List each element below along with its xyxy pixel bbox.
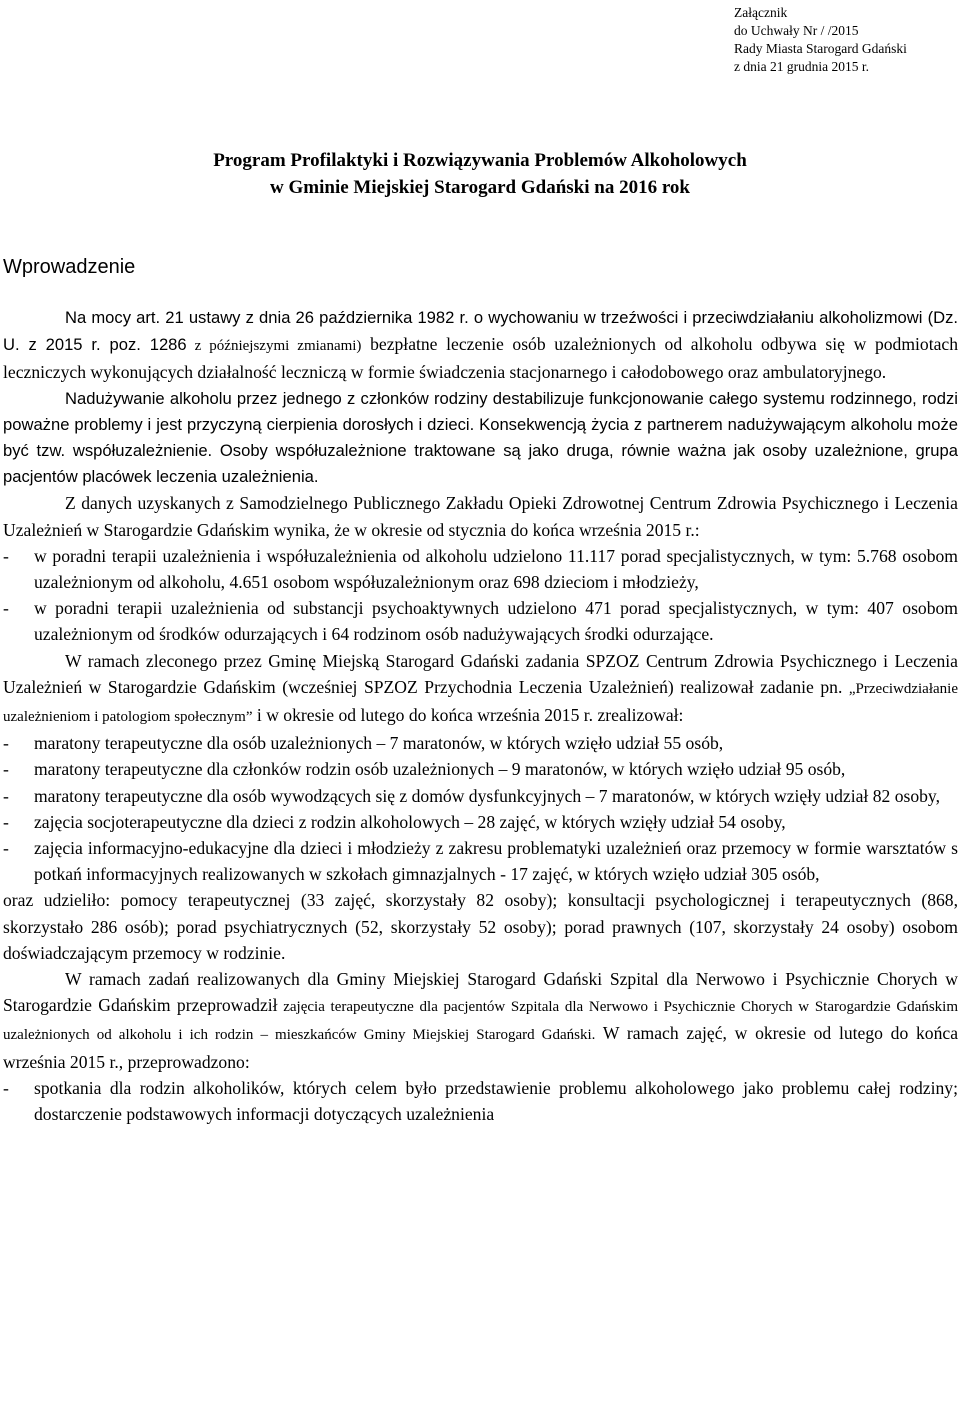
list-item (3, 543, 958, 595)
paragraph-task (3, 648, 958, 731)
list-item-text: w poradni terapii uzależnienia i współuzależnienia od alkoholu udzielono 11.117 porad specjalistycznych, w tym: 5.768 osobom uzależnionym od alkoholu, 4.651 osobom współuzależnionym oraz 698 dzieciom i młodzieży, (34, 545, 958, 593)
section-heading: Wprowadzenie (3, 256, 136, 278)
paragraph-text-small: z późniejszymi zmianami) (186, 338, 362, 355)
list-item (3, 783, 958, 809)
list-item (3, 835, 958, 887)
list-item-text: w poradni terapii uzależnienia od substancji psychoaktywnych udzielono 471 porad specjalistycznych, w tym: 407 osobom uzależnionym od środków odurzających i 64 rodzinom osób nadużywających środki odurzające. (34, 598, 958, 645)
list-dash: - (3, 838, 9, 859)
list-dash: - (3, 1077, 9, 1098)
attachment-line: Rady Miasta Starogard Gdański (734, 41, 907, 56)
paragraph-text: i w okresie od lutego do końca września 2015 r. zrealizował: (252, 705, 684, 726)
paragraph-legal-basis (3, 304, 958, 386)
paragraph-text: W ramach zadań realizowanych dla Gminy Miejskiej Starogard Gdański Szpital dla Nerwowo i Psychicznie Chorych w Starogardzie Gdańskim przeprowadził (3, 969, 958, 1016)
list-item-text: zajęcia informacyjno-edukacyjne dla dzieci i młodzieży z zakresu problematyki uzależnień oraz przemocy w formie warsztatów s potkań informacyjnych realizowanych w szkołach gimnazjalnych - 17 zajęć, w których wzięło udział 305 osób, (34, 838, 958, 885)
attachment-note (734, 4, 907, 76)
paragraph-text-small: zajęcia terapeutyczne dla pacjentów Szpitala dla Nerwowo i Psychicznie Chorych w Starogardzie Gdańskim uzależnionych od alkoholu i ich rodzin – mieszkańców Gminy Miejskiej Starogard Gdański. (3, 999, 958, 1044)
paragraph-hospital (3, 966, 958, 1075)
paragraph-text: bezpłatne leczenie osób uzależnionych od alkoholu odbywa się w podmiotach leczniczych wykonujących działalność leczniczą w formie świadczenia stacjonarnego i całodobowego oraz ambulatoryjnego. (3, 334, 959, 383)
list-dash: - (3, 811, 9, 832)
paragraph-services: oraz udzieliło: pomocy terapeutycznej (33 zajęć, skorzystały 82 osoby); konsultacji psychologicznej i terapeutycznych (868, skorzystało 286 osób); porad psychiatrycznych (52, skorzystały 52 osoby); porad prawnych (107, skorzystały 24 osoby) osobom doświadczającym przemocy w rodzinie. (3, 890, 958, 963)
list-item (3, 1075, 958, 1127)
paragraph-alcohol-abuse: Nadużywanie alkoholu przez jednego z członków rodziny destabilizuje funkcjonowanie całego systemu rodzinnego, rodzi poważne problemy i jest przyczyną cierpienia dorosłych i dzieci. Konsekwencją życia z partnerem nadużywającym alkoholu może być tzw. współuzależnienie. Osoby współuzależnione traktowane są jako druga, równie ważna jak osoby uzależnione, grupa pacjentów placówek leczenia uzależnienia. (3, 388, 958, 487)
list-item-text: spotkania dla rodzin alkoholików, których celem było przedstawienie problemu alkoholowego jako problemu całej rodziny; dostarczenie podstawowych informacji dotyczących uzależnienia (34, 1077, 958, 1125)
list-item (3, 809, 958, 835)
list-dash: - (3, 733, 9, 754)
document-body (3, 304, 958, 1127)
list-item-text: maratony terapeutyczne dla członków rodzin osób uzależnionych – 9 maratonów, w których wzięło udział 95 osób, (34, 759, 846, 780)
list-item (3, 756, 958, 782)
list-dash: - (3, 759, 9, 780)
paragraph-text-small: „Przeciwdziałanie uzależnieniom i patologiom społecznym” (3, 680, 958, 726)
list-dash: - (3, 598, 9, 619)
title-line: Program Profilaktyki i Rozwiązywania Problemów Alkoholowych (213, 150, 747, 171)
list-item-text: maratony terapeutyczne dla osób wywodzących się z domów dysfunkcyjnych – 7 maratonów, w których wzięły udział 82 osoby, (34, 785, 940, 806)
paragraph-data-source: Z danych uzyskanych z Samodzielnego Publicznego Zakładu Opieki Zdrowotnej Centrum Zdrowia Psychicznego i Leczenia Uzależnień w Starogardzie Gdańskim wynika, że w okresie od stycznia do końca września 2015 r.: (3, 493, 958, 540)
attachment-line: z dnia 21 grudnia 2015 r. (734, 59, 869, 74)
paragraph-text: W ramach zajęć, w okresie od lutego do końca września 2015 r., przeprowadzono: (3, 1023, 959, 1072)
paragraph-text: Na mocy art. 21 ustawy z dnia 26 października 1982 r. o wychowaniu w trzeźwości i przeciwdziałaniu alkoholizmowi (Dz. U. z 2015 r. poz. 1286 (3, 308, 958, 355)
paragraph-text: W ramach zleconego przez Gminę Miejską Starogard Gdański zadania SPZOZ Centrum Zdrowia Psychicznego i Leczenia Uzależnień w Starogardzie Gdańskim (wcześniej SPZOZ Przychodnia Leczenia Uzależnień) realizował zadanie pn. (3, 650, 958, 697)
list-item-text: zajęcia socjoterapeutyczne dla dzieci z rodzin alkoholowych – 28 zajęć, w których wzięły udział 54 osoby, (34, 811, 786, 832)
attachment-line: Załącznik (734, 5, 788, 20)
title-line: w Gminie Miejskiej Starogard Gdański na 2016 rok (270, 177, 690, 198)
document-title (0, 147, 960, 201)
list-item (3, 595, 958, 647)
list-item (3, 730, 958, 756)
list-item-text: maratony terapeutyczne dla osób uzależnionych – 7 maratonów, w których wzięło udział 55 osób, (34, 733, 724, 754)
list-dash: - (3, 545, 9, 566)
attachment-line: do Uchwały Nr / /2015 (734, 23, 859, 38)
list-dash: - (3, 785, 9, 806)
